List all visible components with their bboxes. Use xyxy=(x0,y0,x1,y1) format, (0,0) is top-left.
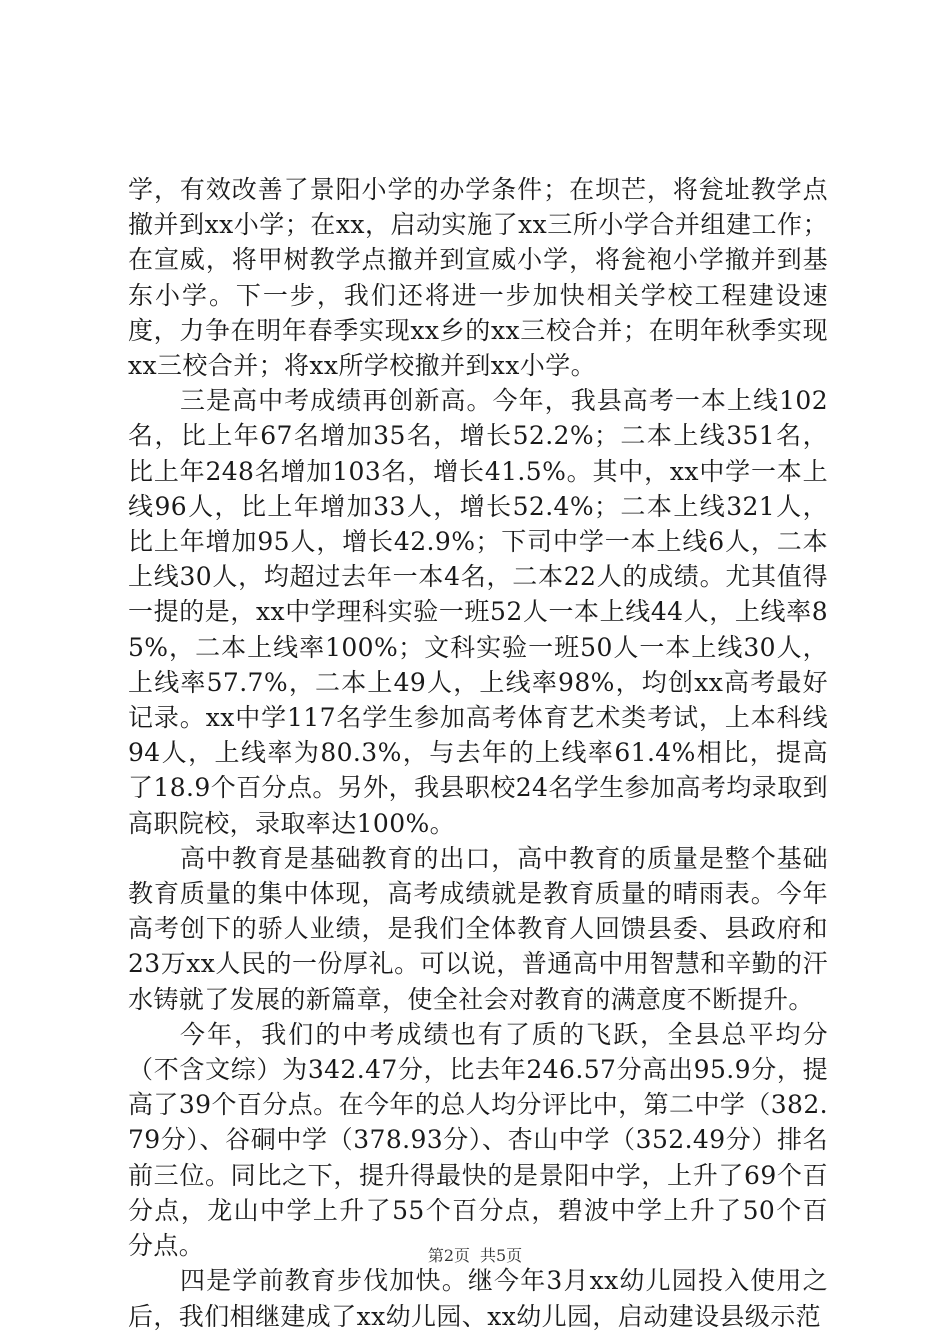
paragraph-school-merger: 学，有效改善了景阳小学的办学条件；在坝芒，将瓮址教学点撤并到xx小学；在xx，启动实施了xx三所小学合并组建工作；在宣威，将甲树教学点撤并到宣威小学，将瓮袍小学撤并到基东小学。下一步，我们还将进一步加快相关学校工程建设速度，力争在明年春季实现xx乡的xx三校合并；在明年秋季实现xx三校合并；将xx所学校撤并到xx小学。 xyxy=(128,175,828,381)
paragraph-middle-school-exam: 今年，我们的中考成绩也有了质的飞跃，全县总平均分（不含文综）为342.47分，比去年246.57分高出95.9分，提高了39个百分点。在今年的总人均分评比中，第二中学（382.79分）、谷硐中学（378.93分）、杏山中学（352.49分）排名前三位。同比之下，提升得最快的是景阳中学，上升了69个百分点，龙山中学上升了55个百分点，碧波中学上升了50个百分点。 xyxy=(128,1019,828,1261)
page-number: 第2页 xyxy=(427,1246,470,1265)
paragraph-preschool-education: 四是学前教育步伐加快。继今年3月xx幼儿园投入使用之后，我们相继建成了xx幼儿园、xx幼儿园，启动建设县级示范 xyxy=(128,1266,828,1331)
paragraph-high-school-quality: 高中教育是基础教育的出口，高中教育的质量是整个基础教育质量的集中体现，高考成绩就是教育质量的晴雨表。今年高考创下的骄人业绩，是我们全体教育人回馈县委、县政府和23万xx人民的一份厚礼。可以说，普通高中用智慧和辛勤的汗水铸就了发展的新篇章，使全社会对教育的满意度不断提升。 xyxy=(128,843,828,1014)
document-body xyxy=(128,172,828,1334)
page-total: 共5页 xyxy=(480,1246,523,1265)
page-footer xyxy=(0,1243,950,1266)
paragraph-college-exam-results: 三是高中考成绩再创新高。今年，我县高考一本上线102名，比上年67名增加35名，增长52.2%；二本上线351名，比上年248名增加103名，增长41.5%。其中，xx中学一本上线96人，比上年增加33人，增长52.4%；二本上线321人，比上年增加95人，增长42.9%；下司中学一本上线6人，二本上线30人，均超过去年一本4名，二本22人的成绩。尤其值得一提的是，xx中学理科实验一班52人一本上线44人，上线率85%，二本上线率100%；文科实验一班50人一本上线30人，上线率57.7%，二本上49人，上线率98%，均创xx高考最好记录。xx中学117名学生参加高考体育艺术类考试，上本科线94人，上线率为80.3%，与去年的上线率61.4%相比，提高了18.9个百分点。另外，我县职校24名学生参加高考均录取到高职院校，录取率达100%。 xyxy=(128,386,828,838)
